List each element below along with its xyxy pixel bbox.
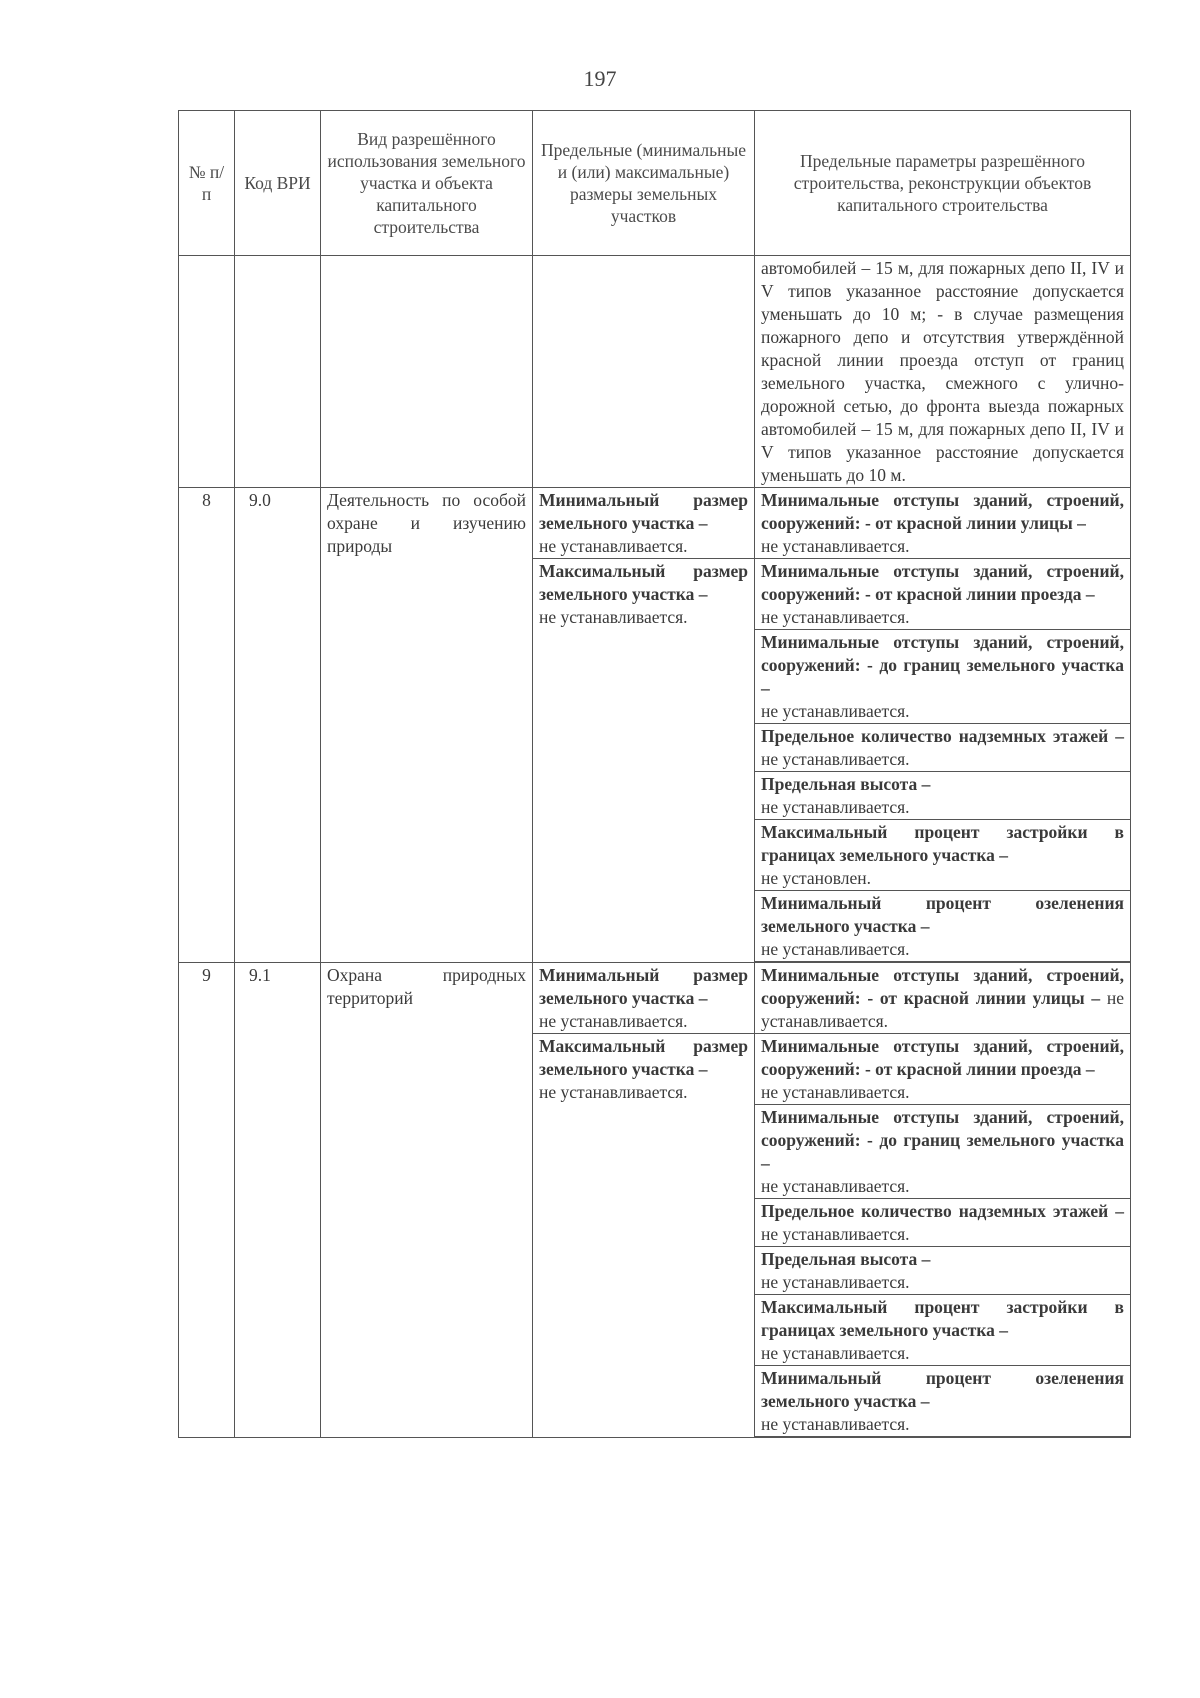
param-label: Максимальный процент застройки в границах земельного участка –	[761, 1297, 1124, 1340]
param-label: Минимальные отступы зданий, строений, сооружений: - от красной линии улицы –	[761, 490, 1124, 533]
param-value: не устанавливается.	[761, 939, 910, 959]
max-plot-size-cell	[533, 1034, 755, 1438]
min-plot-size-value: не устанавливается.	[539, 1011, 688, 1031]
param-value: не устанавливается.	[761, 1224, 910, 1244]
row-use-type: Охрана природных территорий	[321, 963, 533, 1438]
param-value: не устанавливается.	[761, 1414, 910, 1434]
min-plot-size-label: Минимальный размер земельного участка –	[539, 965, 748, 1008]
regulations-table	[178, 110, 1131, 1438]
param-cell	[755, 1247, 1131, 1295]
min-plot-size-cell	[533, 488, 755, 559]
max-plot-size-value: не устанавливается.	[539, 607, 688, 627]
param-label: Предельное количество надземных этажей –	[761, 1201, 1124, 1221]
continuation-row	[179, 256, 1131, 488]
param-cell	[755, 772, 1131, 820]
param-value: не устанавливается.	[761, 536, 910, 556]
max-plot-size-value: не устанавливается.	[539, 1082, 688, 1102]
param-label: Максимальный процент застройки в границах земельного участка –	[761, 822, 1124, 865]
param-value: не установлен.	[761, 868, 872, 888]
min-plot-size-value: не устанавливается.	[539, 536, 688, 556]
param-value: не устанавливается.	[761, 797, 910, 817]
param-label: Минимальные отступы зданий, строений, сооружений: - до границ земельного участка –	[761, 1107, 1124, 1173]
header-row	[179, 111, 1131, 256]
row-use-type: Деятельность по особой охране и изучению природы	[321, 488, 533, 963]
param-cell	[755, 820, 1131, 891]
table-row-8	[179, 488, 1131, 559]
param-cell	[755, 488, 1131, 559]
param-cell	[755, 724, 1131, 772]
table-row-9	[179, 963, 1131, 1034]
param-cell	[755, 1295, 1131, 1366]
header-code: Код ВРИ	[235, 111, 321, 256]
param-value: не устанавливается.	[761, 988, 1124, 1031]
page-number: 197	[583, 66, 617, 91]
min-plot-size-cell	[533, 963, 755, 1034]
param-cell	[755, 630, 1131, 724]
max-plot-size-label: Максимальный размер земельного участка –	[539, 1036, 748, 1079]
header-plot-sizes: Предельные (минимальные и (или) максимальные) размеры земельных участков	[533, 111, 755, 256]
param-cell	[755, 1366, 1131, 1437]
param-label: Предельная высота –	[761, 1249, 931, 1269]
param-cell	[755, 891, 1131, 962]
continuation-text: автомобилей – 15 м, для пожарных депо II, IV и V типов указанное расстояние допускается уменьшать до 10 м; - в случае размещения пожарного депо и отсутствия утверждённой красной линии проезда отступ от границ земельного участка, смежного с улично-дорожной сетью, до фронта выезда пожарных автомобилей – 15 м, для пожарных депо II, IV и V типов указанное расстояние допускается уменьшать до 10 м.	[755, 256, 1131, 488]
row-number: 9	[179, 963, 235, 1438]
param-value: не устанавливается.	[761, 1176, 910, 1196]
header-params: Предельные параметры разрешённого строительства, реконструкции объектов капитального строительства	[755, 111, 1131, 256]
param-cell	[755, 559, 1131, 630]
header-use-type: Вид разрешённого использования земельного участка и объекта капитального строительства	[321, 111, 533, 256]
param-label: Предельная высота –	[761, 774, 931, 794]
row-code: 9.0	[235, 488, 321, 963]
param-value: не устанавливается.	[761, 701, 910, 721]
row-code: 9.1	[235, 963, 321, 1438]
param-label: Минимальные отступы зданий, строений, сооружений: - от красной линии проезда –	[761, 1036, 1124, 1079]
param-label: Минимальные отступы зданий, строений, сооружений: - от красной линии проезда –	[761, 561, 1124, 604]
param-value: не устанавливается.	[761, 1343, 910, 1363]
param-label: Минимальные отступы зданий, строений, сооружений: - до границ земельного участка –	[761, 632, 1124, 698]
row-number: 8	[179, 488, 235, 963]
param-value: не устанавливается.	[761, 1272, 910, 1292]
param-label: Минимальный процент озеленения земельного участка –	[761, 1368, 1124, 1411]
param-value: не устанавливается.	[761, 1082, 910, 1102]
param-label: Минимальные отступы зданий, строений, сооружений: - от красной линии улицы –	[761, 965, 1124, 1008]
param-label: Предельное количество надземных этажей –	[761, 726, 1124, 746]
min-plot-size-label: Минимальный размер земельного участка –	[539, 490, 748, 533]
max-plot-size-cell	[533, 559, 755, 963]
header-num: № п/п	[179, 111, 235, 256]
max-plot-size-label: Максимальный размер земельного участка –	[539, 561, 748, 604]
param-value: не устанавливается.	[761, 607, 910, 627]
param-cell	[755, 1199, 1131, 1247]
param-cell	[755, 963, 1131, 1034]
param-cell	[755, 1105, 1131, 1199]
param-label: Минимальный процент озеленения земельного участка –	[761, 893, 1124, 936]
param-value: не устанавливается.	[761, 749, 910, 769]
param-cell	[755, 1034, 1131, 1105]
